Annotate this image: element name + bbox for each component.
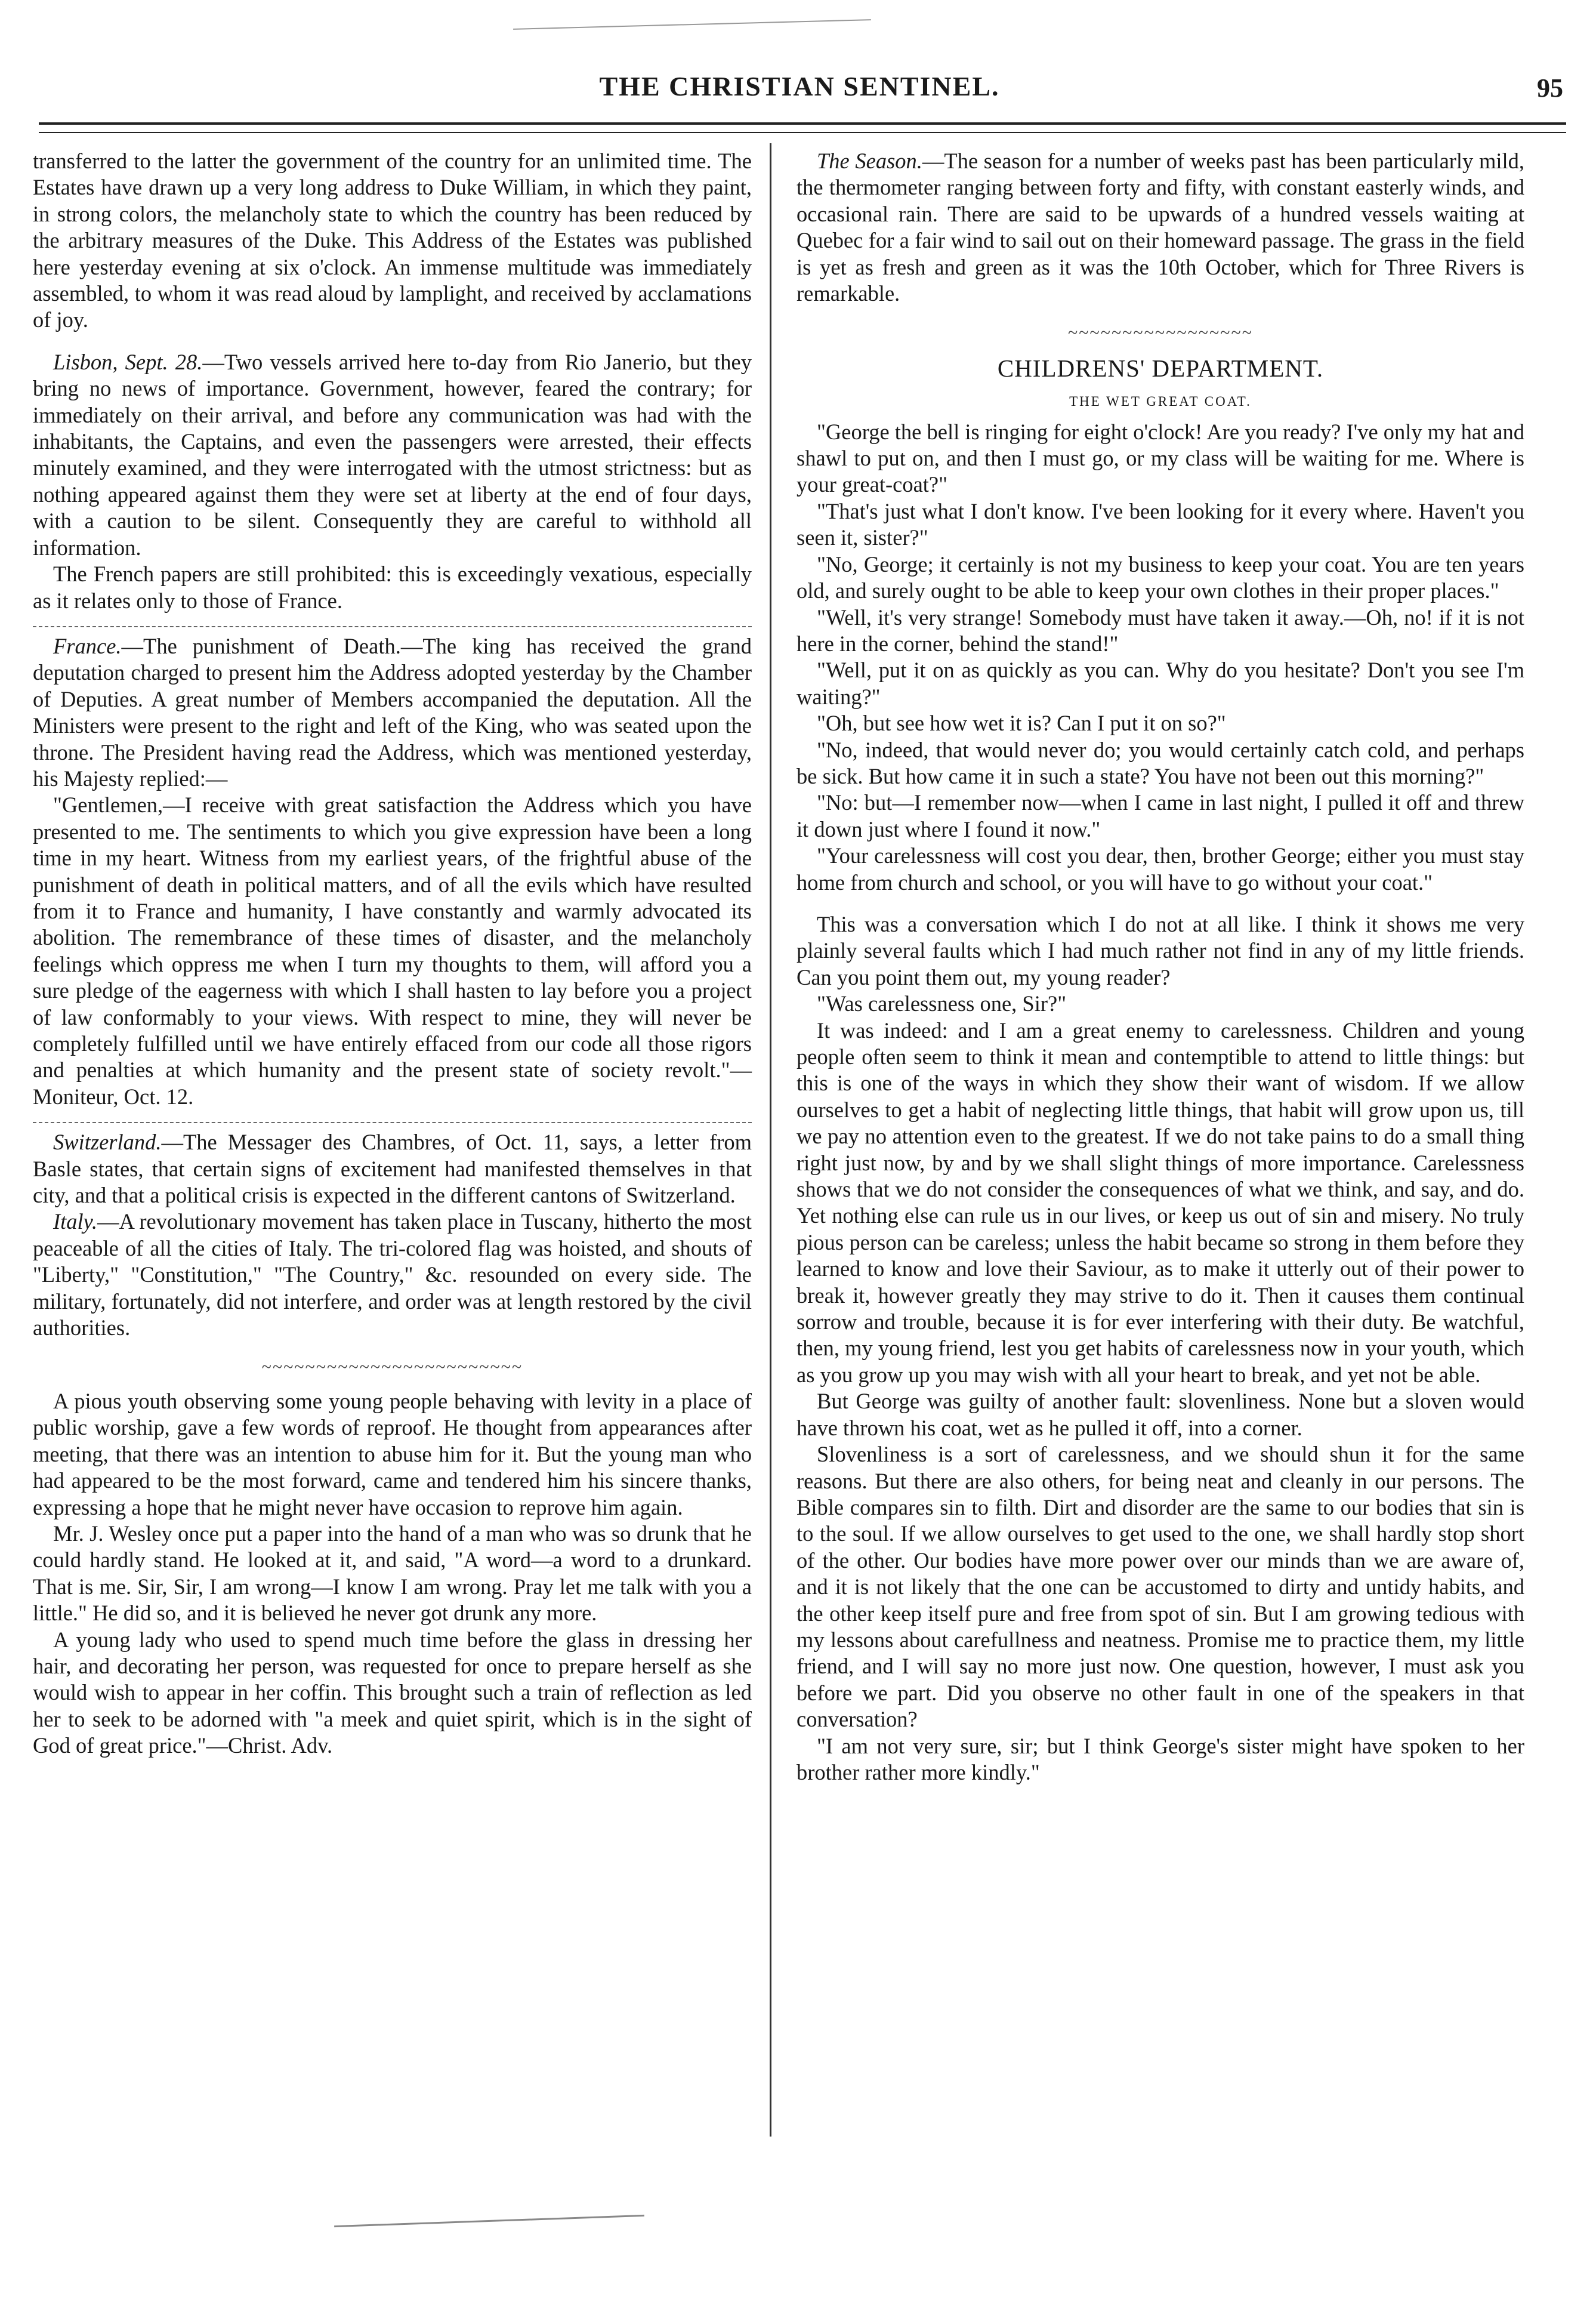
print-scratch <box>334 2215 644 2227</box>
left-column <box>33 148 752 1759</box>
article-france <box>33 633 752 792</box>
article-pious-youth: A pious youth observing some young people behaving with levity in a place of public worship, gave a few words of reproof. He thought from appearances after meeting, that there was an intention to abuse him for it. But the young man who had appeared to be the most forward, came and tendered him his sincere thanks, expressing a hope that he might never have occasion to reprove him again. <box>33 1388 752 1519</box>
dialog-line: "No, George; it certainly is not my business to keep your coat. You are ten years old, and surely ought to be able to keep your own clothes in their proper places." <box>797 551 1524 603</box>
story-title: THE WET GREAT COAT. <box>1069 394 1252 409</box>
dateline-switzerland: Switzerland. <box>53 1130 162 1155</box>
article-young-lady: A young lady who used to spend much time before the glass in dressing her hair, and decorating her person, was requested for once to prepare herself as she would wish to appear in her coffin. This brought such a train of reflection as led her to seek to be adorned with "a meek and quiet spirit, which is in the sight of God of great price."—Christ. Adv. <box>33 1627 752 1758</box>
france-text: —The punishment of Death.—The king has received the grand deputation charged to present him the Address adopted yesterday by the Chamber of Deputies. A great number of Members accompanied the deputation. All the Ministers were present to the right and left of the King, who was seated upon the throne. The President having read the Address, which was mentioned yesterday, his Majesty replied:— <box>33 633 752 791</box>
story-paragraph: It was indeed: and I am a great enemy to carelessness. Children and young people often seem to think it mean and contemptible to attend to little things: but this is one of the ways in which they show their want of wisdom. If we allow ourselves to get a habit of neglecting little things, that habit will grow upon us, till we pay no attention even to the greatest. If we do not take pains to do a small thing right just now, by and by we shall slight things of more importance. Carelessness shows that we do not consider the consequences of what we think, and say, and do. Yet nothing else can rule us in our lives, or keep us out of sin and misery. No truly pious person can be careless; unless the habit became so strong in them before they learned to know and love their Saviour, as to make it utterly out of their power to break it, however greatly they may strive to do it. Then it causes them continual sorrow and trouble, because it is for ever interfering with their duty. Be watchful, then, my young friend, lest you get habits of carelessness now in your youth, which as you grow up you may wish with all your heart to break, and yet not be able. <box>797 1018 1524 1387</box>
season-title: The Season. <box>817 149 922 173</box>
story-paragraph: "Was carelessness one, Sir?" <box>817 991 1067 1016</box>
dateline-lisbon: Lisbon, Sept. 28. <box>53 349 203 374</box>
wave-divider: ~~~~~~~~~~~~~~~~~~~~~~~~ <box>261 1357 523 1377</box>
article-french-papers: The French papers are still prohibited: this is exceedingly vexatious, especially as it relates only to those of France. <box>33 562 752 613</box>
article-lisbon <box>33 349 752 561</box>
right-column <box>797 148 1524 1786</box>
article-wesley: Mr. J. Wesley once put a paper into the hand of a man who was so drunk that he could hardly stand. He looked at it, and said, "A word—a word to a drunkard. That is me. Sir, Sir, I am wrong—I know I am wrong. Pray let me talk with you a little." He did so, and it is believed he never got drunk any more. <box>33 1521 752 1626</box>
season-text: —The season for a number of weeks past has been particularly mild, the thermometer ranging between forty and fifty, with constant easterly winds, and occasional rain. There are said to be upwards of a hundred vessels waiting at Quebec for a fair wind to sail out on their homeward passage. The grass in the field is yet as fresh and green as it was the 10th October, which for Three Rivers is remarkable. <box>797 149 1524 306</box>
switzerland-text: —The Messager des Chambres, of Oct. 11, says, a letter from Basle states, that certain signs of excitement had manifested themselves in that city, and that a political crisis is expected in the different cantons of Switzerland. <box>33 1130 752 1208</box>
story-paragraph: But George was guilty of another fault: slovenliness. None but a sloven would have thrown his coat, wet as he pulled it off, into a corner. <box>797 1389 1524 1440</box>
print-scratch <box>513 19 871 30</box>
dialog-line: "No: but—I remember now—when I came in last night, I pulled it off and threw it down just where I found it now." <box>797 790 1524 841</box>
dialog-line: "Well, put it on as quickly as you can. Why do you hesitate? Don't you see I'm waiting?" <box>797 658 1524 709</box>
section-heading: CHILDRENS' DEPARTMENT. <box>997 354 1324 382</box>
masthead <box>36 70 1563 118</box>
dialog-line: "No, indeed, that would never do; you would certainly catch cold, and perhaps be sick. But how came it in such a state? You have not been out this morning?" <box>797 737 1524 788</box>
article-switzerland <box>33 1129 752 1209</box>
article-italy <box>33 1209 752 1341</box>
page-title: THE CHRISTIAN SENTINEL. <box>599 71 1000 101</box>
article-season <box>797 148 1524 307</box>
story-paragraph: "I am not very sure, sir; but I think George's sister might have spoken to her brother rather more kindly." <box>797 1733 1524 1784</box>
story-paragraph: Slovenliness is a sort of carelessness, and we should shun it for the same reasons. But there are also others, for being neat and cleanly in our persons. The Bible compares sin to filth. Dirt and disorder are the same to our bodies that sin is to the soul. If we allow ourselves to get used to the one, we shall hardly stop short of the other. Our bodies have more power over our minds than we are aware of, and it is not likely that the one can be accustomed to dirty and untidy habits, and the other keep itself pure and free from spot of sin. But I am growing tedious with my lessons about carefullness and neatness. Promise me to practice them, my little friend, and I will say no more just now. One question, however, I must ask you before we part. Did you observe no other fault in one of the speakers in that conversation? <box>797 1442 1524 1732</box>
dialog-line: "Your carelessness will cost you dear, then, brother George; either you must stay home from church and school, or you will have to go without your coat." <box>797 843 1524 895</box>
italy-text: —A revolutionary movement has taken place in Tuscany, hitherto the most peaceable of all the cities of Italy. The tri-colored flag was hoisted, and shouts of "Liberty," "Constitution," "The Country," &c. resounded on every side. The military, fortunately, did not interfere, and order was at length restored by the civil authorities. <box>33 1209 752 1340</box>
story-paragraph: This was a conversation which I do not at all like. I think it shows me very plainly several faults which I had much rather not find in any of my little friends. Can you point them out, my young reader? <box>797 911 1524 989</box>
dateline-italy: Italy. <box>53 1209 97 1234</box>
dateline-france: France. <box>53 633 122 658</box>
dialog-line: "George the bell is ringing for eight o'clock! Are you ready? I've only my hat and shawl to put on, and then I must go, or my class will be waiting for me. Where is your great-coat?" <box>797 419 1524 497</box>
wave-divider: ~~~~~~~~~~~~~~~~~ <box>1068 323 1253 343</box>
separator <box>33 626 752 627</box>
page-number: 95 <box>1537 73 1563 103</box>
lisbon-text: —Two vessels arrived here to-day from Rio Janerio, but they bring no news of importance. Government, however, feared the contrary; for immediately on their arrival, and before any communication was had with the inhabitants, the Captains, and even the passengers were arrested, their effects minutely examined, and they were interrogated with the utmost strictness: but as nothing appeared against them they were set at liberty at the end of four days, with a caution to be silent. Consequently they are careful to withhold all information. <box>33 349 752 560</box>
king-reply: "Gentlemen,—I receive with great satisfaction the Address which you have presented to me. The sentiments to which you give expression have been a long time in my heart. Witness from my earliest years, of the frightful abuse of the punishment of death in political matters, and of all the evils which have resulted from it to France and humanity, I have constantly and warmly advocated its abolition. The remembrance of these times of disaster, and the melancholy feelings which oppress me when I turn my thoughts to them, will afford you a sure pledge of the eagerness with which I shall hasten to lay before you a project of law conformably to your views. With respect to mine, they will never be completely fulfilled until we have entirely effaced from our code all those rigors and penalties at which humanity and the present state of society revolt."—Moniteur, Oct. 12. <box>33 793 752 1109</box>
dialog-line: "Oh, but see how wet it is? Can I put it on so?" <box>817 711 1226 736</box>
column-divider <box>770 143 771 2137</box>
header-rule <box>39 122 1566 133</box>
article-continuation: transferred to the latter the government of the country for an unlimited time. The Estates have drawn up a very long address to Duke William, in which they paint, in strong colors, the melancholy state to which the country has been reduced by the arbitrary measures of the Duke. This Address of the Estates was published here yesterday evening at six o'clock. An immense multitude was immediately assembled, to whom it was read aloud by lamplight, and received by acclamations of joy. <box>33 149 752 332</box>
dialog-line: "Well, it's very strange! Somebody must have taken it away.—Oh, no! if it is not here in the corner, behind the stand!" <box>797 605 1524 656</box>
dialog-line: "That's just what I don't know. I've been looking for it every where. Haven't you seen it, sister?" <box>797 498 1524 550</box>
separator <box>33 1122 752 1123</box>
